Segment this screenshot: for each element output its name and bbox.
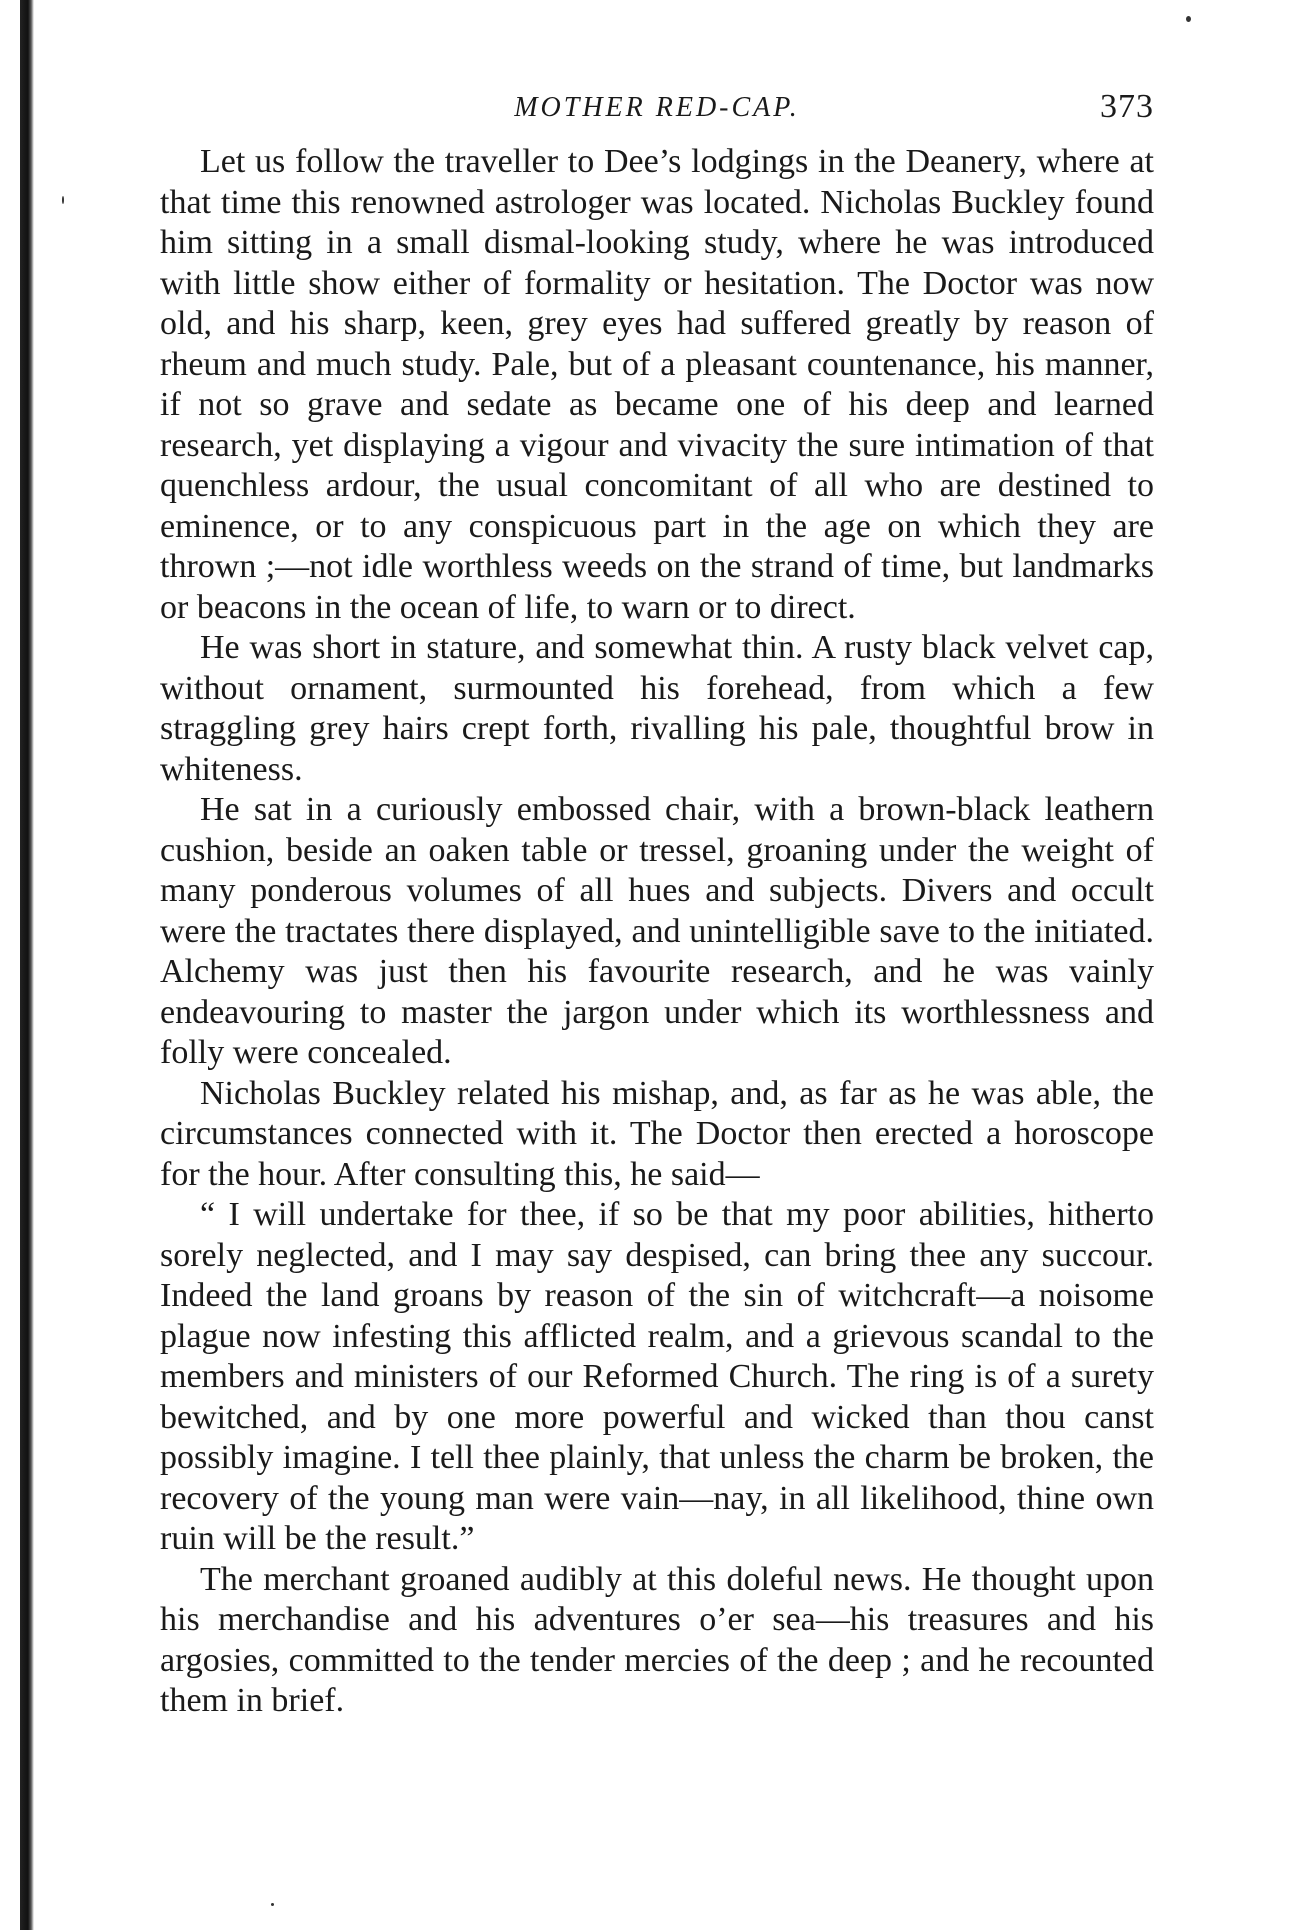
running-title: MOTHER RED-CAP. <box>514 92 800 123</box>
paragraph: “ I will undertake for thee, if so be that my poor abilities, hitherto sorely neglected, and I may say despised, can bring thee any succour. Indeed the land groans by reason of the sin of witchcraft—a noisome plague now infesting this afflicted realm, and a grievous scandal to the members and ministers of our Reformed Church. The ring is of a surety bewitched, and by one more powerful and wicked than thou canst possibly imagine. I tell thee plainly, that unless the charm be broken, the recovery of the young man were vain—nay, in all likelihood, thine own ruin will be the result.” <box>160 1196 1154 1557</box>
paragraph: The merchant groaned audibly at this doleful news. He thought upon his merchandise and his adventures o’er sea—his treasures and his argosies, committed to the tender mercies of the deep ; and he recounted them in brief. <box>160 1560 1154 1719</box>
paragraph: He was short in stature, and somewhat thin. A rusty black velvet cap, without ornament, surmounted his forehead, from which a few straggling grey hairs crept forth, rivalling his pale, thoughtful brow in whiteness. <box>160 629 1154 788</box>
paragraph: Let us follow the traveller to Dee’s lodgings in the Deanery, where at that time this renowned astrologer was located. Nicholas Buckley found him sitting in a small dismal-looking study, where he was introduced with little show either of formality or hesitation. The Doctor was now old, and his sharp, keen, grey eyes had suffered greatly by reason of rheum and much study. Pale, but of a pleasant countenance, his manner, if not so grave and sedate as became one of his deep and learned research, yet displaying a vigour and vivacity the sure intimation of that quenchless ardour, the usual concomitant of all who are destined to eminence, or to any conspicuous part in the age on which they are thrown ;—not idle worthless weeds on the strand of time, but landmarks or beacons in the ocean of life, to warn or to direct. <box>160 143 1154 626</box>
ink-speck <box>271 1903 274 1906</box>
body-text <box>160 142 1154 1722</box>
book-page <box>160 88 1154 1722</box>
ink-speck <box>1186 16 1191 22</box>
ink-speck <box>62 196 64 204</box>
running-head <box>160 88 1154 142</box>
paragraph: He sat in a curiously embossed chair, with a brown-black leathern cushion, beside an oaken table or tressel, groaning under the weight of many ponderous volumes of all hues and subjects. Divers and occult were the tractates there displayed, and unintelligible save to the initiated. Alchemy was just then his favourite research, and he was vainly endeavouring to master the jargon under which its worthlessness and folly were concealed. <box>160 791 1154 1071</box>
binding-edge <box>0 0 36 1930</box>
paragraph: Nicholas Buckley related his mishap, and, as far as he was able, the circumstances connected with it. The Doctor then erected a horoscope for the hour. After consulting this, he said— <box>160 1074 1154 1193</box>
page-number: 373 <box>1100 88 1154 125</box>
